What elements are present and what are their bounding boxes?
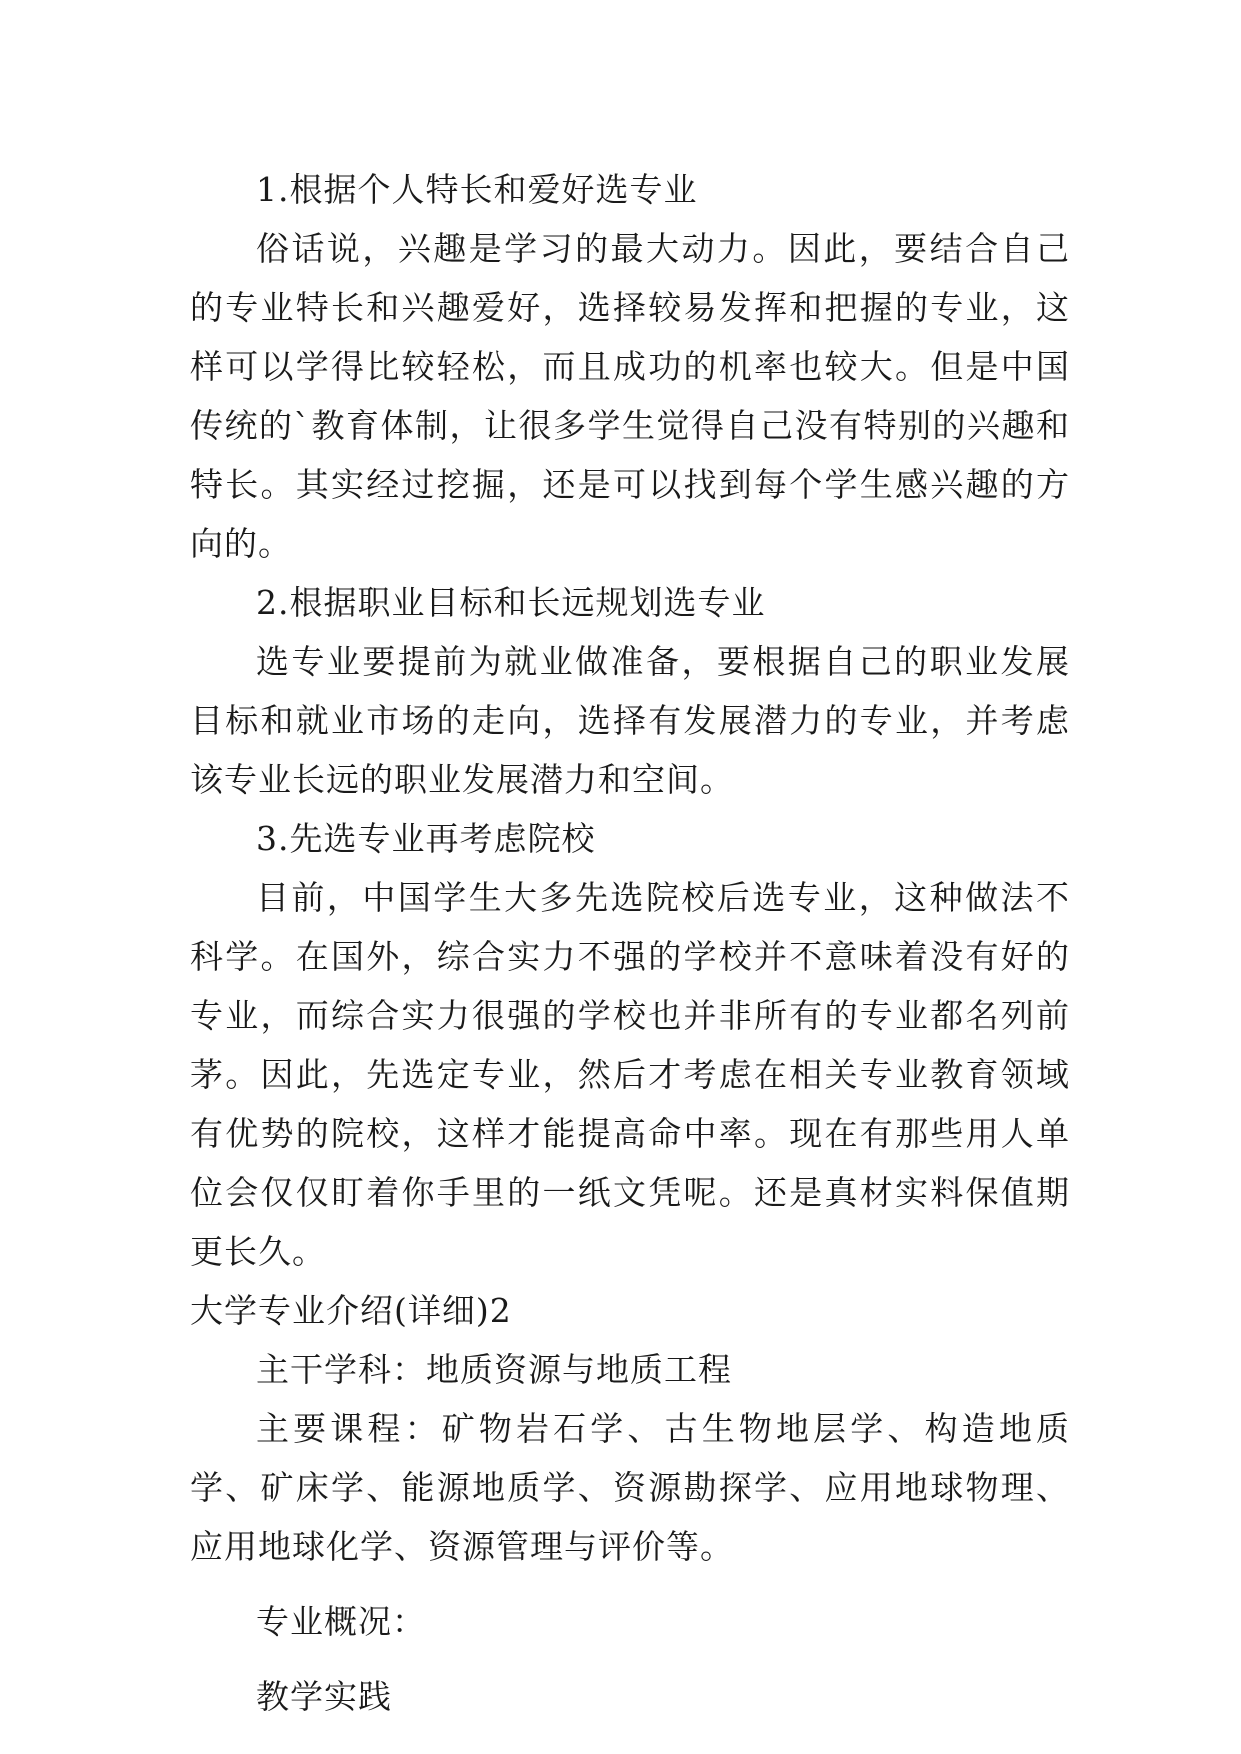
document-body [190,160,1070,1726]
major-overview-label: 专业概况： [256,1602,426,1641]
main-courses: 主要课程：矿物岩石学、古生物地层学、构造地质学、矿床学、能源地质学、资源勘探学、应用地球物理、应用地球化学、资源管理与评价等。 [190,1409,1070,1566]
article-title-2: 大学专业介绍(详细)2 [190,1291,512,1330]
body-paragraph-2: 选专业要提前为就业做准备，要根据自己的职业发展目标和就业市场的走向，选择有发展潜力的专业，并考虑该专业长远的职业发展潜力和空间。 [190,642,1070,799]
body-paragraph-1: 俗话说，兴趣是学习的最大动力。因此，要结合自己的专业特长和兴趣爱好，选择较易发挥和把握的专业，这样可以学得比较轻松，而且成功的机率也较大。但是中国传统的`教育体制，让很多学生觉得自己没有特别的兴趣和特长。其实经过挖掘，还是可以找到每个学生感兴趣的方向的。 [190,229,1070,563]
section-heading-2: 2.根据职业目标和长远规划选专业 [256,583,766,622]
main-discipline: 主干学科：地质资源与地质工程 [256,1350,732,1389]
teaching-practice-label: 教学实践 [256,1677,392,1716]
section-heading-3: 3.先选专业再考虑院校 [256,819,596,858]
body-paragraph-3: 目前，中国学生大多先选院校后选专业，这种做法不科学。在国外，综合实力不强的学校并不意味着没有好的专业，而综合实力很强的学校也并非所有的专业都名列前茅。因此，先选定专业，然后才考虑在相关专业教育领域有优势的院校，这样才能提高命中率。现在有那些用人单位会仅仅盯着你手里的一纸文凭呢。还是真材实料保值期更长久。 [190,878,1070,1271]
section-heading-1: 1.根据个人特长和爱好选专业 [256,170,698,209]
